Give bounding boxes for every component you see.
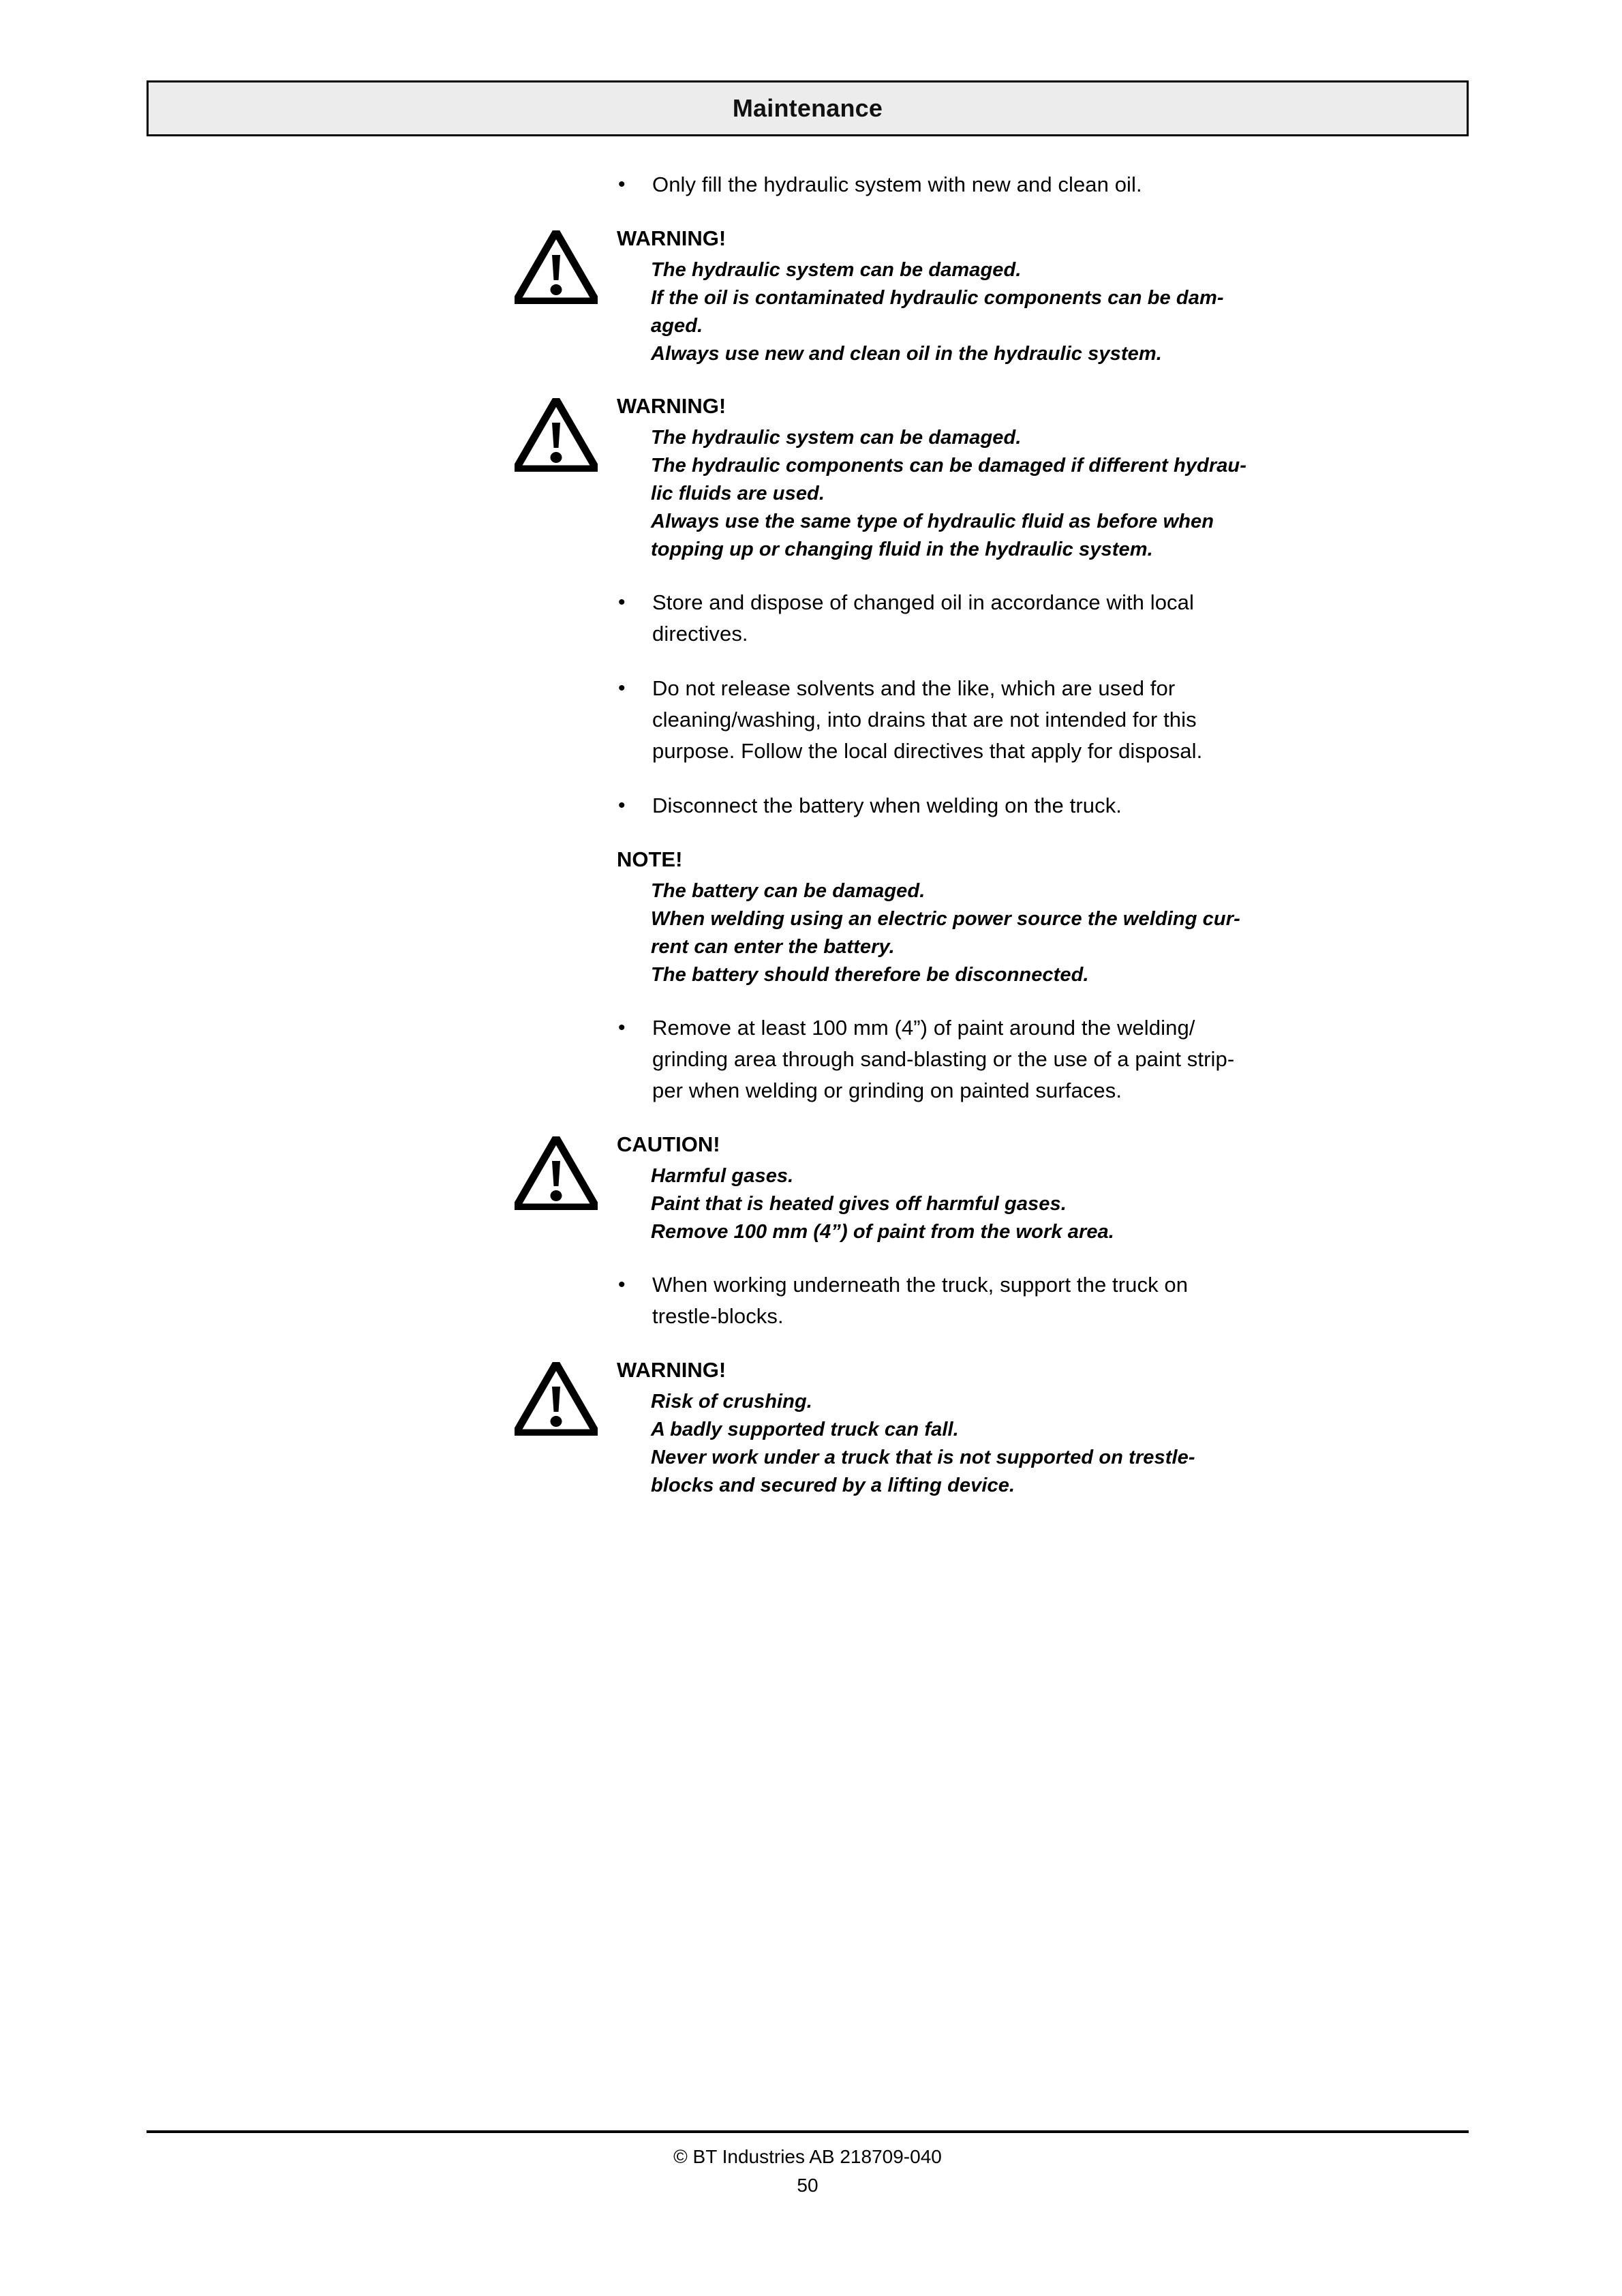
list-item [617, 1012, 1469, 1106]
warning-triangle-icon-gutter [515, 391, 617, 472]
text-line: grinding area through sand-blasting or the use of a paint strip- [652, 1047, 1235, 1071]
warning-triangle-icon [515, 1362, 617, 1436]
text-line: directives. [652, 622, 748, 646]
list-item-text [652, 673, 1469, 767]
warning-triangle-icon [515, 230, 617, 304]
text-line: The hydraulic system can be damaged. [651, 427, 1022, 449]
text-line: Risk of crushing. [651, 1391, 812, 1413]
text-line: lic fluids are used. [651, 483, 825, 504]
admonition-heading: WARNING! [617, 226, 726, 250]
admonition-body [617, 1130, 1469, 1246]
footer-divider [147, 2130, 1469, 2133]
text-line: rent can enter the battery. [651, 936, 895, 958]
admonition-text [617, 424, 1469, 564]
bullet-block [515, 169, 1469, 200]
list-item-text [652, 1269, 1469, 1332]
text-line: cleaning/washing, into drains that are not intended for this [652, 708, 1197, 731]
footer-copyright: © BT Industries AB 218709-040 [673, 2146, 942, 2167]
warning-triangle-icon [515, 1136, 617, 1210]
admonition-heading: NOTE! [617, 847, 683, 871]
bullet-block [515, 1269, 1469, 1332]
admonition-text [617, 877, 1469, 989]
admonition-block [515, 224, 1469, 368]
list-item-text [652, 169, 1469, 200]
text-line: blocks and secured by a lifting device. [651, 1475, 1015, 1496]
footer-page-number: 50 [797, 2175, 818, 2196]
admonition-block [515, 391, 1469, 564]
admonition-heading: WARNING! [617, 1358, 726, 1382]
text-line: The hydraulic system can be damaged. [651, 259, 1022, 281]
list-item [617, 1269, 1469, 1332]
text-line: per when welding or grinding on painted surfaces. [652, 1078, 1122, 1102]
admonition-heading: WARNING! [617, 394, 726, 418]
bullet-block [515, 673, 1469, 767]
text-line: The battery should therefore be disconnected. [651, 964, 1089, 986]
bullet-point-icon: • [618, 173, 626, 196]
list-item [617, 587, 1469, 650]
warning-triangle-icon-gutter [515, 1130, 617, 1210]
text-line: topping up or changing fluid in the hydraulic system. [651, 539, 1153, 560]
admonition-body [617, 1355, 1469, 1500]
bullet-point-icon: • [618, 1273, 626, 1296]
text-line: A badly supported truck can fall. [651, 1419, 959, 1440]
bullet-block-body [617, 673, 1469, 767]
bullet-point-icon: • [618, 677, 626, 699]
bullet-point-icon: • [618, 1016, 626, 1039]
text-line: The battery can be damaged. [651, 880, 925, 902]
text-line: aged. [651, 315, 703, 337]
list-item-text [652, 1012, 1469, 1106]
admonition-heading: CAUTION! [617, 1132, 720, 1156]
text-line: If the oil is contaminated hydraulic components can be dam- [651, 287, 1224, 309]
admonition-block [515, 1355, 1469, 1500]
warning-triangle-icon [515, 398, 617, 472]
warning-triangle-icon-gutter [515, 1355, 617, 1436]
admonition-body [617, 224, 1469, 368]
list-item-text [652, 587, 1469, 650]
bullet-block [515, 790, 1469, 821]
admonition-body [617, 845, 1469, 989]
bullet-block-body [617, 169, 1469, 200]
text-line: Always use new and clean oil in the hydraulic system. [651, 343, 1162, 365]
text-line: When working underneath the truck, support the truck on [652, 1273, 1189, 1297]
admonition-text [617, 256, 1469, 368]
admonition-body [617, 391, 1469, 564]
text-line: Only fill the hydraulic system with new and clean oil. [652, 172, 1142, 196]
text-line: Harmful gases. [651, 1165, 794, 1187]
list-item-text [652, 790, 1469, 821]
text-line: Remove 100 mm (4”) of paint from the work area. [651, 1221, 1114, 1243]
text-line: Never work under a truck that is not supported on trestle- [651, 1447, 1195, 1468]
text-line: When welding using an electric power source the welding cur- [651, 908, 1240, 930]
text-line: trestle-blocks. [652, 1304, 784, 1328]
admonition-text [617, 1162, 1469, 1246]
bullet-block-body [617, 1012, 1469, 1106]
bullet-block-body [617, 587, 1469, 650]
list-item [617, 169, 1469, 200]
page-footer [147, 2130, 1469, 2200]
bullet-block [515, 1012, 1469, 1106]
bullet-point-icon: • [618, 591, 626, 614]
text-line: Remove at least 100 mm (4”) of paint around the welding/ [652, 1016, 1195, 1040]
text-line: Paint that is heated gives off harmful gases. [651, 1193, 1067, 1215]
page-header-box [147, 80, 1469, 136]
text-line: purpose. Follow the local directives that apply for disposal. [652, 739, 1203, 763]
text-line: Disconnect the battery when welding on the truck. [652, 794, 1122, 817]
warning-triangle-icon-gutter [515, 224, 617, 304]
text-line: Store and dispose of changed oil in accordance with local [652, 590, 1194, 614]
bullet-block [515, 587, 1469, 650]
document-content [515, 169, 1469, 1500]
admonition-block [515, 845, 1469, 989]
text-line: Do not release solvents and the like, which are used for [652, 676, 1176, 700]
admonition-block [515, 1130, 1469, 1246]
admonition-text [617, 1388, 1469, 1500]
bullet-block-body [617, 1269, 1469, 1332]
list-item [617, 673, 1469, 767]
bullet-point-icon: • [618, 794, 626, 817]
page-title: Maintenance [732, 94, 883, 122]
text-line: The hydraulic components can be damaged if different hydrau- [651, 455, 1247, 477]
list-item [617, 790, 1469, 821]
text-line: Always use the same type of hydraulic fluid as before when [651, 511, 1214, 532]
bullet-block-body [617, 790, 1469, 821]
